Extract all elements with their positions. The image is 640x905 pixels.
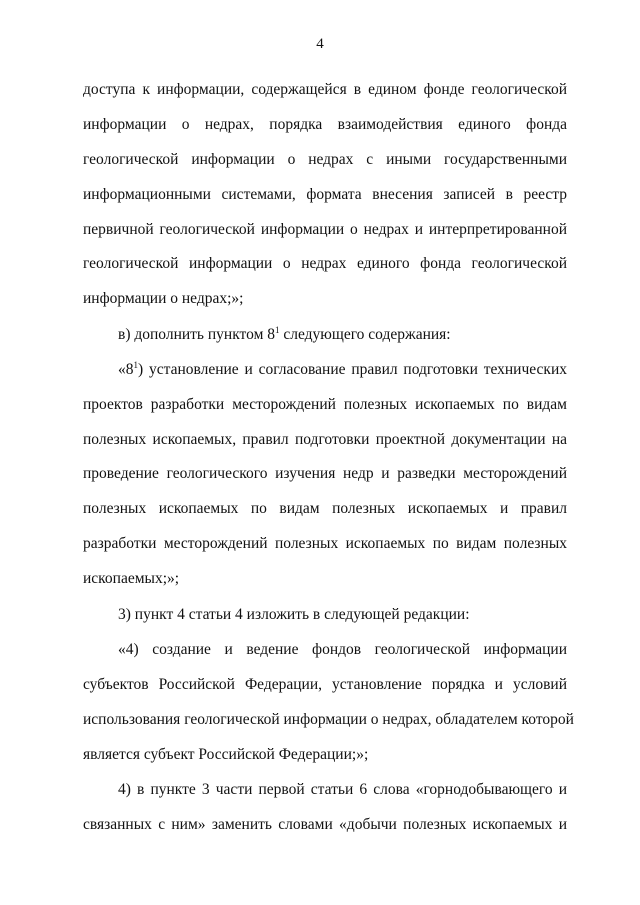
text-line: является субъект Российской Федерации;»; — [83, 746, 369, 763]
text-line: разработки месторождений полезных ископаемых по видам полезных — [83, 535, 567, 552]
text-line: 3) пункт 4 статьи 4 изложить в следующей редакции: — [118, 606, 470, 623]
text-line: геологической информации о недрах единого фонда геологической — [83, 255, 567, 272]
text-line: информационными системами, формата внесения записей в реестр — [83, 186, 567, 203]
text-run: следующего содержания: — [279, 326, 451, 343]
text-line — [118, 360, 567, 380]
text-line: 4) в пункте 3 части первой статьи 6 слова «горнодобывающего и — [118, 781, 567, 798]
text-line: геологической информации о недрах с иными государственными — [83, 151, 567, 168]
text-run: «8 — [118, 361, 134, 378]
text-line: информации о недрах;»; — [83, 290, 244, 307]
page-number: 4 — [316, 36, 324, 52]
text-line: доступа к информации, содержащейся в едином фонде геологической — [83, 81, 567, 98]
superscript: 1 — [133, 360, 138, 370]
superscript: 1 — [275, 325, 280, 335]
text-line: полезных ископаемых, правил подготовки проектной документации на — [83, 431, 567, 448]
text-line: информации о недрах, порядка взаимодействия единого фонда — [83, 116, 567, 133]
text-line: использования геологической информации о недрах, обладателем которой — [83, 711, 574, 728]
text-line: проектов разработки месторождений полезных ископаемых по видам — [83, 396, 567, 413]
text-line: «4) создание и ведение фондов геологической информации — [118, 641, 567, 658]
text-line: проведение геологического изучения недр и разведки месторождений — [83, 465, 567, 482]
text-line: первичной геологической информации о недрах и интерпретированной — [83, 221, 567, 238]
text-line — [118, 325, 567, 345]
text-line: ископаемых;»; — [83, 570, 180, 587]
text-line: субъектов Российской Федерации, установление порядка и условий — [83, 676, 567, 693]
text-line: связанных с ним» заменить словами «добычи полезных ископаемых и — [83, 816, 567, 833]
text-run: ) установление и согласование правил подготовки технических — [138, 361, 567, 378]
text-line: полезных ископаемых по видам полезных ископаемых и правил — [83, 500, 567, 517]
text-run: в) дополнить пунктом 8 — [118, 326, 275, 343]
